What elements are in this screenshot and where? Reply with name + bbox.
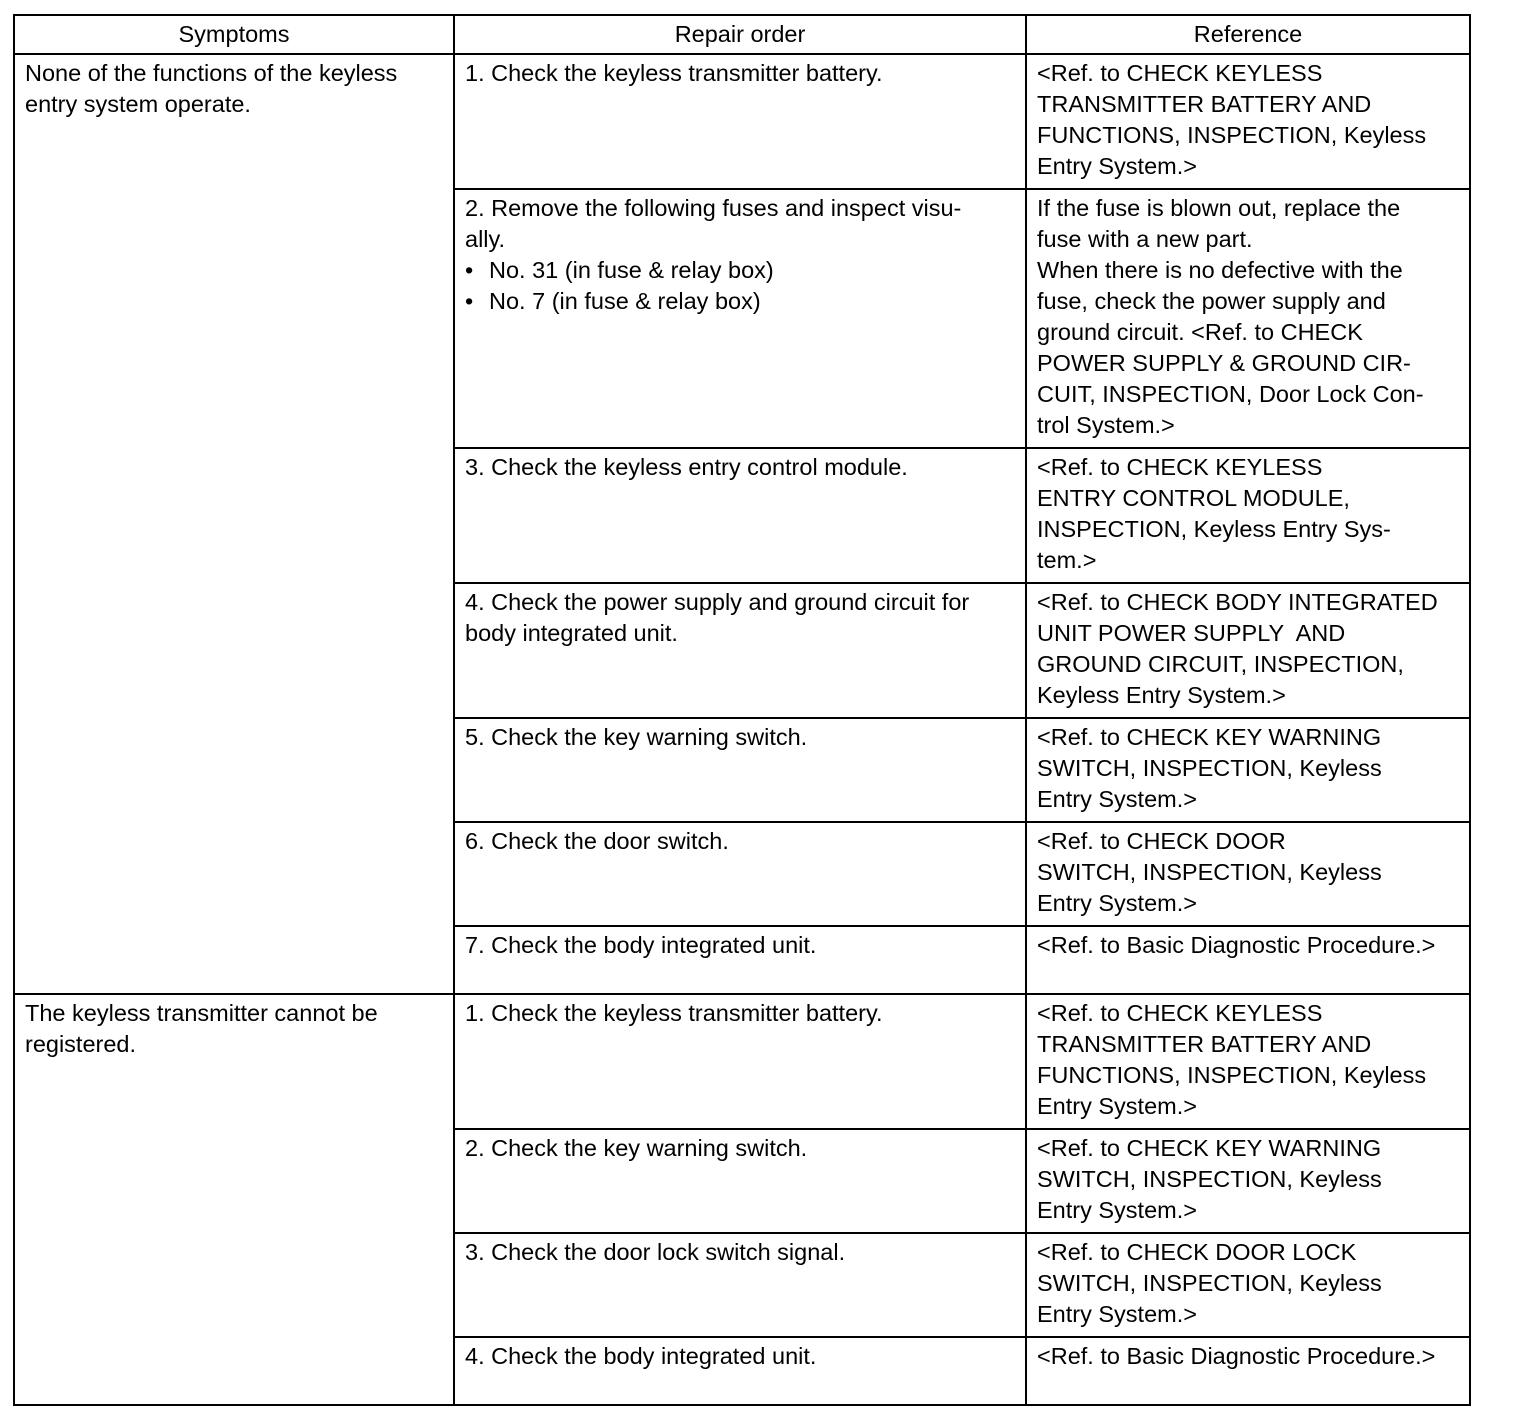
repair-order-cell	[454, 1129, 1026, 1233]
reference-text: trol System.>	[1037, 412, 1175, 438]
bullet-item	[465, 255, 1016, 286]
bullet-text: No. 31 (in fuse & relay box)	[489, 257, 774, 283]
repair-order-cell	[454, 1337, 1026, 1405]
reference-cell	[1026, 1233, 1470, 1337]
repair-step-text: ally.	[465, 226, 506, 252]
repair-order-cell	[454, 926, 1026, 994]
repair-step-text: body integrated unit.	[465, 620, 678, 646]
repair-step-text: 7. Check the body integrated unit.	[465, 932, 817, 958]
repair-order-cell	[454, 54, 1026, 189]
reference-text: UNIT POWER SUPPLY AND	[1037, 620, 1346, 646]
reference-text: GROUND CIRCUIT, INSPECTION,	[1037, 651, 1404, 677]
reference-text: Entry System.>	[1037, 786, 1197, 812]
reference-text: SWITCH, INSPECTION, Keyless	[1037, 1270, 1382, 1296]
reference-text: TRANSMITTER BATTERY AND	[1037, 91, 1372, 117]
reference-text: fuse, check the power supply and	[1037, 288, 1386, 314]
repair-step-text: 4. Check the power supply and ground circuit for	[465, 589, 970, 615]
repair-step-text: 2. Remove the following fuses and inspect visu-	[465, 195, 962, 221]
reference-text: TRANSMITTER BATTERY AND	[1037, 1031, 1372, 1057]
table-row	[14, 54, 1470, 189]
reference-text: INSPECTION, Keyless Entry Sys-	[1037, 516, 1391, 542]
header-symptoms: Symptoms	[14, 15, 454, 54]
repair-step-text: 4. Check the body integrated unit.	[465, 1343, 817, 1369]
bullet-item	[465, 286, 1016, 317]
table-body	[14, 54, 1470, 1405]
reference-text: FUNCTIONS, INSPECTION, Keyless	[1037, 122, 1427, 148]
reference-text: fuse with a new part.	[1037, 226, 1253, 252]
reference-text: <Ref. to Basic Diagnostic Procedure.>	[1037, 932, 1436, 958]
repair-step-text: 3. Check the door lock switch signal.	[465, 1239, 846, 1265]
repair-order-cell	[454, 994, 1026, 1129]
repair-order-cell	[454, 583, 1026, 718]
reference-text: <Ref. to Basic Diagnostic Procedure.>	[1037, 1343, 1436, 1369]
reference-text: If the fuse is blown out, replace the	[1037, 195, 1401, 221]
reference-text: <Ref. to CHECK KEYLESS	[1037, 60, 1323, 86]
reference-cell	[1026, 583, 1470, 718]
reference-text: SWITCH, INSPECTION, Keyless	[1037, 755, 1382, 781]
reference-text: SWITCH, INSPECTION, Keyless	[1037, 1166, 1382, 1192]
reference-text: POWER SUPPLY & GROUND CIR-	[1037, 350, 1411, 376]
reference-cell	[1026, 1129, 1470, 1233]
reference-text: FUNCTIONS, INSPECTION, Keyless	[1037, 1062, 1427, 1088]
repair-order-cell	[454, 718, 1026, 822]
table-row	[14, 994, 1470, 1129]
repair-order-cell	[454, 448, 1026, 583]
symptom-cell	[14, 54, 454, 994]
reference-text: When there is no defective with the	[1037, 257, 1403, 283]
reference-text: <Ref. to CHECK DOOR LOCK	[1037, 1239, 1357, 1265]
symptom-text: The keyless transmitter cannot be registered.	[25, 1000, 378, 1057]
repair-step-text: 3. Check the keyless entry control module.	[465, 454, 908, 480]
reference-text: Entry System.>	[1037, 153, 1197, 179]
bullet-dot-icon: •	[465, 288, 474, 314]
repair-order-cell	[454, 822, 1026, 926]
bullet-dot-icon: •	[465, 257, 474, 283]
reference-cell	[1026, 448, 1470, 583]
header-reference: Reference	[1026, 15, 1470, 54]
reference-text: tem.>	[1037, 547, 1097, 573]
reference-text: <Ref. to CHECK KEY WARNING	[1037, 1135, 1382, 1161]
reference-text: <Ref. to CHECK BODY INTEGRATED	[1037, 589, 1438, 615]
reference-text: Entry System.>	[1037, 1301, 1197, 1327]
reference-cell	[1026, 822, 1470, 926]
reference-cell	[1026, 994, 1470, 1129]
reference-text: <Ref. to CHECK KEY WARNING	[1037, 724, 1382, 750]
reference-text: Entry System.>	[1037, 1197, 1197, 1223]
reference-text: Entry System.>	[1037, 890, 1197, 916]
reference-cell	[1026, 189, 1470, 448]
reference-text: <Ref. to CHECK KEYLESS	[1037, 1000, 1323, 1026]
diagnosis-table	[13, 14, 1471, 1406]
header-repair-order: Repair order	[454, 15, 1026, 54]
repair-step-text: 1. Check the keyless transmitter battery.	[465, 60, 883, 86]
repair-order-cell	[454, 1233, 1026, 1337]
repair-order-cell	[454, 189, 1026, 448]
reference-cell	[1026, 54, 1470, 189]
symptom-text: None of the functions of the keyless entry system operate.	[25, 60, 398, 117]
bullet-text: No. 7 (in fuse & relay box)	[489, 288, 761, 314]
symptom-cell	[14, 994, 454, 1405]
reference-text: ENTRY CONTROL MODULE,	[1037, 485, 1350, 511]
repair-step-text: 5. Check the key warning switch.	[465, 724, 808, 750]
reference-text: ground circuit. <Ref. to CHECK	[1037, 319, 1363, 345]
reference-text: CUIT, INSPECTION, Door Lock Con-	[1037, 381, 1424, 407]
repair-step-text: 2. Check the key warning switch.	[465, 1135, 808, 1161]
reference-text: SWITCH, INSPECTION, Keyless	[1037, 859, 1382, 885]
header-row	[14, 15, 1470, 54]
reference-cell	[1026, 926, 1470, 994]
reference-text: Entry System.>	[1037, 1093, 1197, 1119]
reference-text: Keyless Entry System.>	[1037, 682, 1286, 708]
repair-step-text: 6. Check the door switch.	[465, 828, 729, 854]
reference-text: <Ref. to CHECK KEYLESS	[1037, 454, 1323, 480]
reference-cell	[1026, 1337, 1470, 1405]
repair-step-text: 1. Check the keyless transmitter battery.	[465, 1000, 883, 1026]
reference-cell	[1026, 718, 1470, 822]
reference-text: <Ref. to CHECK DOOR	[1037, 828, 1286, 854]
